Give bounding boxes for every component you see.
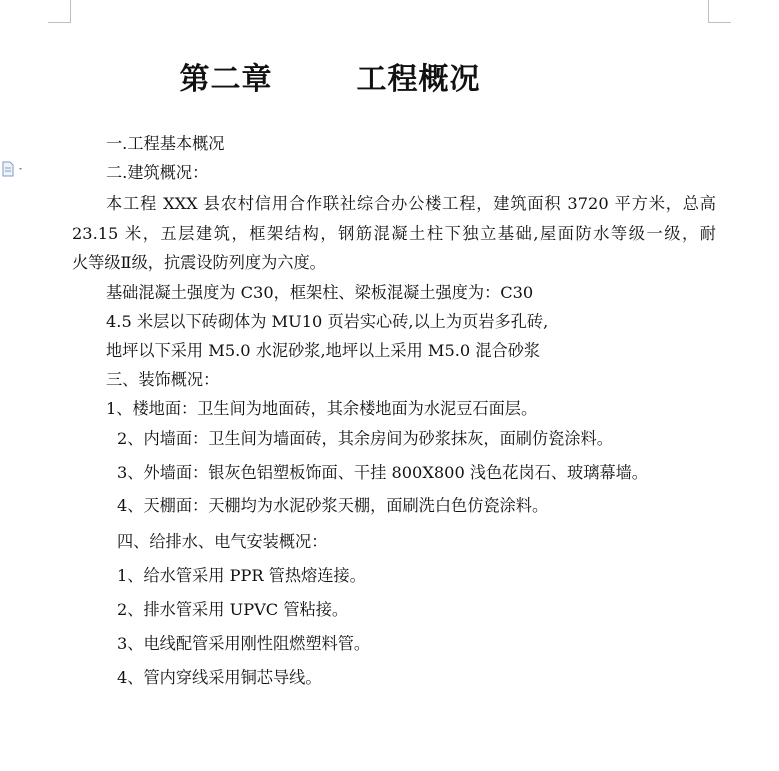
paragraph-line: 火等级Ⅱ级，抗震设防列度为六度。	[72, 253, 326, 272]
section-heading-1: 一.工程基本概况	[106, 134, 225, 153]
list-item: 3、外墙面：银灰色铝塑板饰面、干挂 800X800 浅色花岗石、玻璃幕墙。	[117, 463, 648, 482]
chapter-name: 工程概况	[356, 62, 481, 97]
chapter-number: 第二章	[179, 62, 273, 97]
list-item: 1、给水管采用 PPR 管热熔连接。	[117, 566, 366, 585]
paragraph-line: 地坪以下采用 M5.0 水泥砂浆,地坪以上采用 M5.0 混合砂浆	[106, 341, 541, 360]
list-item: 4、天棚面：天棚均为水泥砂浆天棚，面刷洗白色仿瓷涂料。	[117, 496, 549, 515]
section-heading-3: 三、装饰概况：	[106, 370, 220, 389]
paragraph-line: 本工程 XXX 县农村信用合作联社综合办公楼工程，建筑面积 3720 平方米，总高	[106, 194, 716, 213]
paragraph-line: 4.5 米层以下砖砌体为 MU10 页岩实心砖,以上为页岩多孔砖,	[106, 312, 549, 331]
section-heading-2: 二.建筑概况：	[106, 163, 209, 182]
list-item: 1、楼地面：卫生间为地面砖，其余楼地面为水泥豆石面层。	[106, 399, 538, 418]
margin-corner-top-right	[708, 0, 731, 23]
paragraph-line: 23.15 米，五层建筑，框架结构，钢筋混凝土柱下独立基础,屋面防水等级一级，耐	[72, 224, 716, 243]
list-item: 2、内墙面：卫生间为墙面砖，其余房间为砂浆抹灰，面刷仿瓷涂料。	[117, 429, 613, 448]
section-heading-4: 四、给排水、电气安装概况：	[117, 532, 328, 551]
margin-corner-top-left	[48, 0, 71, 23]
list-item: 3、电线配管采用刚性阻燃塑料管。	[117, 634, 371, 653]
list-item: 2、排水管采用 UPVC 管粘接。	[117, 600, 349, 619]
list-item: 4、管内穿线采用铜芯导线。	[117, 668, 322, 687]
paragraph-line: 基础混凝土强度为 C30，框架柱、梁板混凝土强度为：C30	[106, 283, 534, 302]
chapter-title	[0, 54, 660, 98]
document-icon[interactable]	[1, 160, 27, 178]
